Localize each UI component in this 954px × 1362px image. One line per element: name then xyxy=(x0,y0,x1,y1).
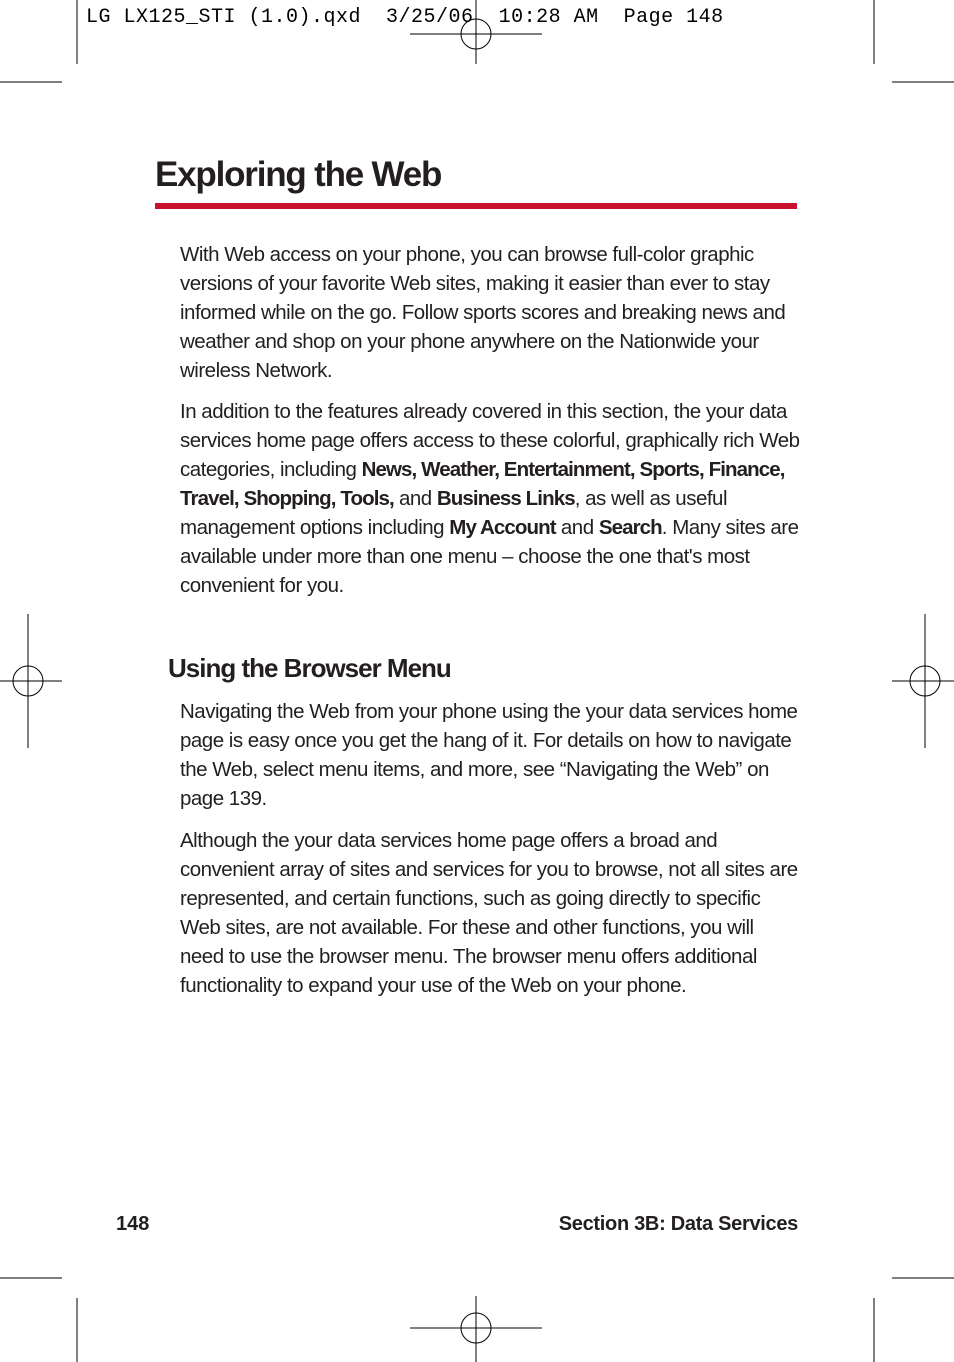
category-list: News, Weather, Entertainment, Sports, Finance, Travel, Shopping, Tools, xyxy=(180,458,785,510)
browser-menu-paragraph xyxy=(180,826,800,1000)
browser-menu-text: Although the your data services home page offers a broad and convenient array of sites and services for you to browse, not all sites are represented, and certain functions, such as going directly to specific Web sites, are not available. For these and other functions, you will need to use the browser menu. The browser menu offers additional functionality to expand your use of the Web on your phone. xyxy=(180,829,798,997)
features-paragraph xyxy=(180,397,800,600)
section-footer: Section 3B: Data Services xyxy=(558,1213,798,1235)
search-term: Search xyxy=(598,516,662,539)
features-text-1: In addition to the features already covered in this section, the your data services home page offers access to these colorful, graphically rich Web categories, including xyxy=(180,400,800,481)
section-heading: Using the Browser Menu xyxy=(168,653,451,683)
page-title: Exploring the Web xyxy=(155,155,442,194)
intro-paragraph xyxy=(180,240,800,385)
page-number: 148 xyxy=(116,1213,150,1235)
intro-text: With Web access on your phone, you can browse full-color graphic versions of your favorite Web sites, making it easier than ever to stay informed while on the go. Follow sports scores and breaking news and weather and shop on your phone anywhere on the Nationwide your wireless Network. xyxy=(180,243,786,382)
features-text xyxy=(180,397,800,600)
print-slug: LG LX125_STI (1.0).qxd 3/25/06 10:28 AM Page 148 xyxy=(86,6,724,29)
features-text-2: and xyxy=(393,487,437,510)
title-rule xyxy=(155,203,797,209)
features-text-4: and xyxy=(555,516,599,539)
features-text-3: , as well as useful management options including xyxy=(180,487,728,539)
business-links-term: Business Links xyxy=(436,487,575,510)
navigating-paragraph xyxy=(180,697,800,813)
my-account-term: My Account xyxy=(449,516,556,539)
navigating-text: Navigating the Web from your phone using the your data services home page is easy once you get the hang of it. For details on how to navigate the Web, select menu items, and more, see “Navigating the Web” on page 139. xyxy=(180,700,798,810)
features-text-5: . Many sites are available under more than one menu – choose the one that's most convenient for you. xyxy=(180,516,799,597)
